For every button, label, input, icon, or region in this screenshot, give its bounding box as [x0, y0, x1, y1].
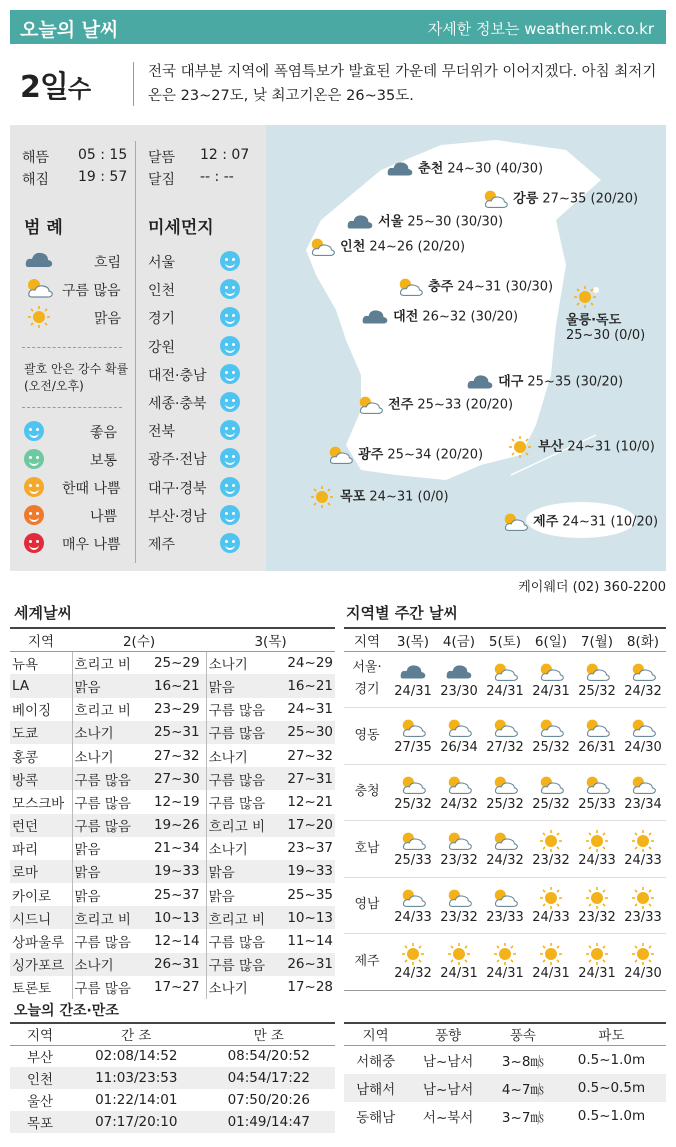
weekly-header: 4(금)	[436, 628, 482, 651]
dust-good-icon	[220, 420, 240, 440]
legend-sometimes-bad: 한때 나쁨	[62, 481, 121, 497]
sea-header-wind-dir: 풍향	[407, 1023, 489, 1045]
map-city: 제주 24~31 (10/20)	[501, 510, 658, 534]
map-partly-cloudy-icon	[501, 510, 529, 534]
dust-title: 미세먼지	[148, 218, 214, 238]
map-city: 충주 24~31 (30/30)	[396, 275, 553, 299]
weekly-row: 영남 24/33 23/32 23/33 24/33 23/32 23/33	[344, 877, 666, 934]
weekly-sunny-icon	[491, 942, 519, 966]
weekly-partly-cloudy-icon	[399, 773, 427, 797]
weekly-cloudy-icon	[399, 660, 427, 684]
weekly-sunny-icon	[583, 886, 611, 910]
weekly-partly-cloudy-icon	[445, 886, 473, 910]
world-row: 토론토 구름 많음 17~27 소나기 17~28	[10, 976, 335, 999]
weekly-header: 지역	[344, 628, 390, 651]
sea-row: 동해남 서~북서 3~7㎧ 0.5~1.0m	[356, 1108, 646, 1127]
weekly-partly-cloudy-icon	[583, 773, 611, 797]
map-cloudy-icon	[386, 157, 414, 181]
tide-header-low: 간 조	[70, 1023, 203, 1045]
sunrise-label: 해뜸	[22, 150, 50, 166]
weekly-sunny-icon	[537, 942, 565, 966]
sunset-time: 19 : 57	[78, 169, 128, 185]
map-sunny-icon	[308, 485, 336, 509]
dust-region: 대구·경북	[148, 480, 207, 497]
dust-region: 전북	[148, 424, 176, 441]
legend-partly: 구름 많음	[62, 283, 121, 299]
map-partly-cloudy-icon	[356, 393, 384, 417]
summary-text: 전국 대부분 지역에 폭염특보가 발효된 가운데 무더위가 이어지겠다. 아침 최저기온은 23~27도, 낮 최고기온은 26~35도.	[148, 64, 657, 104]
sea-row: 서해중 남~남서 3~8㎧ 0.5~1.0m	[356, 1051, 646, 1070]
weekly-title: 지역별 주간 날씨	[346, 604, 458, 622]
map-city: 광주 25~34 (20/20)	[326, 443, 483, 467]
map-city: 부산 24~31 (10/0)	[506, 435, 655, 459]
world-header-day1: 2(수)	[72, 628, 206, 651]
dust-good-icon	[220, 307, 240, 327]
weekly-partly-cloudy-icon	[445, 716, 473, 740]
world-title: 세계날씨	[14, 604, 72, 622]
dust-good-icon	[220, 336, 240, 356]
map-cloudy-icon	[466, 370, 494, 394]
map-city: 목포 24~31 (0/0)	[308, 485, 449, 509]
divider	[133, 62, 134, 106]
weekly-partly-cloudy-icon	[537, 716, 565, 740]
legend-very-bad: 매우 나쁨	[62, 537, 121, 553]
weekly-header: 8(화)	[620, 628, 666, 651]
weekly-header: 3(목)	[390, 628, 436, 651]
weekly-partly-cloudy-icon	[491, 660, 519, 684]
weekly-partly-cloudy-icon	[583, 716, 611, 740]
dust-region: 경기	[148, 311, 176, 328]
credit: 케이웨더 (02) 360-2200	[518, 580, 666, 595]
sunny-icon	[26, 305, 52, 329]
sometimes-bad-icon	[24, 477, 44, 497]
weekly-row: 충청 25/32 24/32 25/32 25/32 25/33 23/34	[344, 764, 666, 821]
panel-divider	[135, 141, 136, 563]
map-partly-cloudy-icon	[326, 443, 354, 467]
dust-good-icon	[220, 364, 240, 384]
weekly-partly-cloudy-icon	[399, 829, 427, 853]
world-row: 시드니 흐리고 비 10~13 흐리고 비 10~13	[10, 906, 335, 929]
dust-region: 세종·충북	[148, 396, 207, 412]
world-header-region: 지역	[10, 628, 72, 651]
weekly-row: 서울· 경기 24/31 23/30 24/31 24/31 25/32 24/32	[344, 651, 666, 708]
tide-row: 울산 01:22/14:01 07:50/20:26	[26, 1092, 310, 1110]
weekly-partly-cloudy-icon	[399, 886, 427, 910]
weekly-sunny-icon	[537, 886, 565, 910]
weekly-partly-cloudy-icon	[629, 773, 657, 797]
map-city: 대구 25~35 (30/20)	[466, 370, 623, 394]
tide-title: 오늘의 간조·만조	[14, 1003, 119, 1019]
dust-region: 인천	[148, 283, 176, 300]
weather-map	[266, 125, 666, 571]
world-row: 파리 맑음 21~34 소나기 23~37	[10, 837, 335, 860]
weekly-partly-cloudy-icon	[537, 773, 565, 797]
good-icon	[24, 421, 44, 441]
tide-row: 목포 07:17/20:10 01:49/14:47	[10, 1111, 335, 1133]
dust-good-icon	[220, 477, 240, 497]
dust-region: 제주	[148, 537, 176, 553]
weekly-partly-cloudy-icon	[629, 660, 657, 684]
weekly-sunny-icon	[583, 829, 611, 853]
world-row: 상파울루 구름 많음 12~14 구름 많음 11~14	[10, 929, 335, 952]
map-cloudy-icon	[361, 305, 389, 329]
weekly-partly-cloudy-icon	[445, 829, 473, 853]
moonset-time: -- : --	[200, 169, 234, 185]
legend-divider	[22, 347, 122, 348]
sunrise-time: 05 : 15	[78, 147, 128, 163]
very-bad-icon	[24, 533, 44, 553]
weekly-cloudy-icon	[445, 660, 473, 684]
bad-icon	[24, 505, 44, 525]
world-row: 베이징 흐리고 비 23~29 구름 많음 24~31	[10, 698, 335, 721]
moonrise-label: 달뜸	[148, 150, 176, 166]
dust-good-icon	[220, 279, 240, 299]
weekly-sunny-icon	[629, 886, 657, 910]
weekly-partly-cloudy-icon	[537, 660, 565, 684]
dust-good-icon	[220, 448, 240, 468]
info-panel	[10, 125, 266, 571]
tide-header-region: 지역	[10, 1023, 70, 1045]
legend-good: 좋음	[90, 425, 118, 441]
world-row: 싱가포르 소나기 26~31 구름 많음 26~31	[10, 953, 335, 976]
map-cloudy-icon	[346, 210, 374, 234]
world-row: 카이로 맑음 25~37 맑음 25~35	[10, 883, 335, 906]
dust-good-icon	[220, 533, 240, 553]
weekly-partly-cloudy-icon	[491, 886, 519, 910]
map-sunny-icon	[506, 435, 534, 459]
legend-cloudy: 흐림	[94, 255, 122, 271]
weekly-sunny-icon	[583, 942, 611, 966]
header-link[interactable]: 자세한 정보는 weather.mk.co.kr	[427, 20, 654, 38]
weekly-sunny-icon	[629, 942, 657, 966]
legend-bad: 나쁨	[90, 509, 118, 525]
world-row: 모스크바 구름 많음 12~19 구름 많음 12~21	[10, 790, 335, 813]
map-city: 강릉 27~35 (20/20)	[481, 187, 638, 211]
world-row: 도쿄 소나기 25~31 구름 많음 25~30	[10, 721, 335, 744]
weekly-header: 5(토)	[482, 628, 528, 651]
map-city: 인천 24~26 (20/20)	[308, 235, 465, 259]
map-sunny-icon	[571, 285, 599, 309]
weekly-sunny-icon	[445, 942, 473, 966]
weekly-sunny-icon	[399, 942, 427, 966]
legend-title: 범 례	[24, 218, 63, 238]
sea-row: 남해서 남~남서 4~7㎧ 0.5~0.5m	[344, 1074, 666, 1103]
header-bar	[10, 10, 666, 44]
cloudy-icon	[24, 249, 54, 271]
world-row: 홍콩 소나기 27~32 소나기 27~32	[10, 744, 335, 767]
weekly-partly-cloudy-icon	[491, 829, 519, 853]
dust-region: 부산·경남	[148, 508, 207, 525]
header-title: 오늘의 날씨	[20, 19, 119, 41]
world-header-day2: 3(목)	[206, 628, 335, 651]
map-partly-cloudy-icon	[396, 275, 424, 299]
map-city: 대전 26~32 (30/20)	[361, 305, 518, 329]
weekly-header: 6(일)	[528, 628, 574, 651]
weekly-sunny-icon	[629, 829, 657, 853]
weekly-partly-cloudy-icon	[445, 773, 473, 797]
tide-table	[10, 1022, 335, 1133]
world-row: 뉴욕 흐리고 비 25~29 소나기 24~29	[10, 651, 335, 674]
moonrise-time: 12 : 07	[200, 147, 250, 163]
weekly-partly-cloudy-icon	[491, 716, 519, 740]
weekly-partly-cloudy-icon	[399, 716, 427, 740]
world-row: 방콕 구름 많음 27~30 구름 많음 27~31	[10, 767, 335, 790]
sea-header-wind-speed: 풍속	[489, 1023, 557, 1045]
weekly-partly-cloudy-icon	[491, 773, 519, 797]
legend-note: 괄호 안은 강수 확률 (오전/오후)	[24, 362, 129, 393]
world-row: LA 맑음 16~21 맑음 16~21	[10, 674, 335, 697]
legend-normal: 보통	[90, 453, 118, 469]
dust-region: 서울	[148, 255, 176, 271]
world-row: 로마 맑음 19~33 맑음 19~33	[10, 860, 335, 883]
weekly-partly-cloudy-icon	[629, 716, 657, 740]
map-partly-cloudy-icon	[481, 187, 509, 211]
weekly-sunny-icon	[537, 829, 565, 853]
tide-row: 부산 02:08/14:52 08:54/20:52	[26, 1048, 310, 1067]
world-weather-table	[10, 627, 335, 999]
tide-header-high: 만 조	[203, 1023, 336, 1045]
map-city: 전주 25~33 (20/20)	[356, 393, 513, 417]
dust-good-icon	[220, 251, 240, 271]
sea-header-region: 지역	[344, 1023, 407, 1045]
date: 2일수	[20, 70, 91, 105]
map-city: 울릉·독도 25~30 (0/0)	[566, 285, 645, 343]
normal-icon	[24, 449, 44, 469]
dust-good-icon	[220, 505, 240, 525]
legend-sunny: 맑음	[94, 311, 122, 327]
dust-region: 광주·전남	[148, 452, 207, 469]
dust-region: 대전·충남	[148, 367, 207, 384]
world-row: 런던 구름 많음 19~26 흐리고 비 17~20	[10, 814, 335, 837]
legend-divider-2	[22, 407, 122, 408]
tide-row: 인천 11:03/23:53 04:54/17:22	[10, 1067, 335, 1089]
moonset-label: 달짐	[148, 172, 176, 188]
weekly-row: 영동 27/35 26/34 27/32 25/32 26/31 24/30	[344, 708, 666, 765]
partly-cloudy-icon	[24, 277, 54, 299]
weekly-header: 7(월)	[574, 628, 620, 651]
weekly-partly-cloudy-icon	[583, 660, 611, 684]
dust-good-icon	[220, 392, 240, 412]
map-city: 춘천 24~30 (40/30)	[386, 157, 543, 181]
dust-region: 강원	[148, 339, 176, 356]
sea-table	[344, 1022, 666, 1131]
map-city: 서울 25~30 (30/30)	[346, 210, 503, 234]
weekly-row: 호남 25/33 23/32 24/32 23/32 24/33 24/33	[344, 821, 666, 878]
weekly-row: 제주 24/32 24/31 24/31 24/31 24/31 24/30	[344, 934, 666, 991]
sea-header-wave: 파도	[557, 1023, 666, 1045]
weekly-table	[344, 627, 666, 991]
sunset-label: 해짐	[22, 172, 50, 188]
map-partly-cloudy-icon	[308, 235, 336, 259]
